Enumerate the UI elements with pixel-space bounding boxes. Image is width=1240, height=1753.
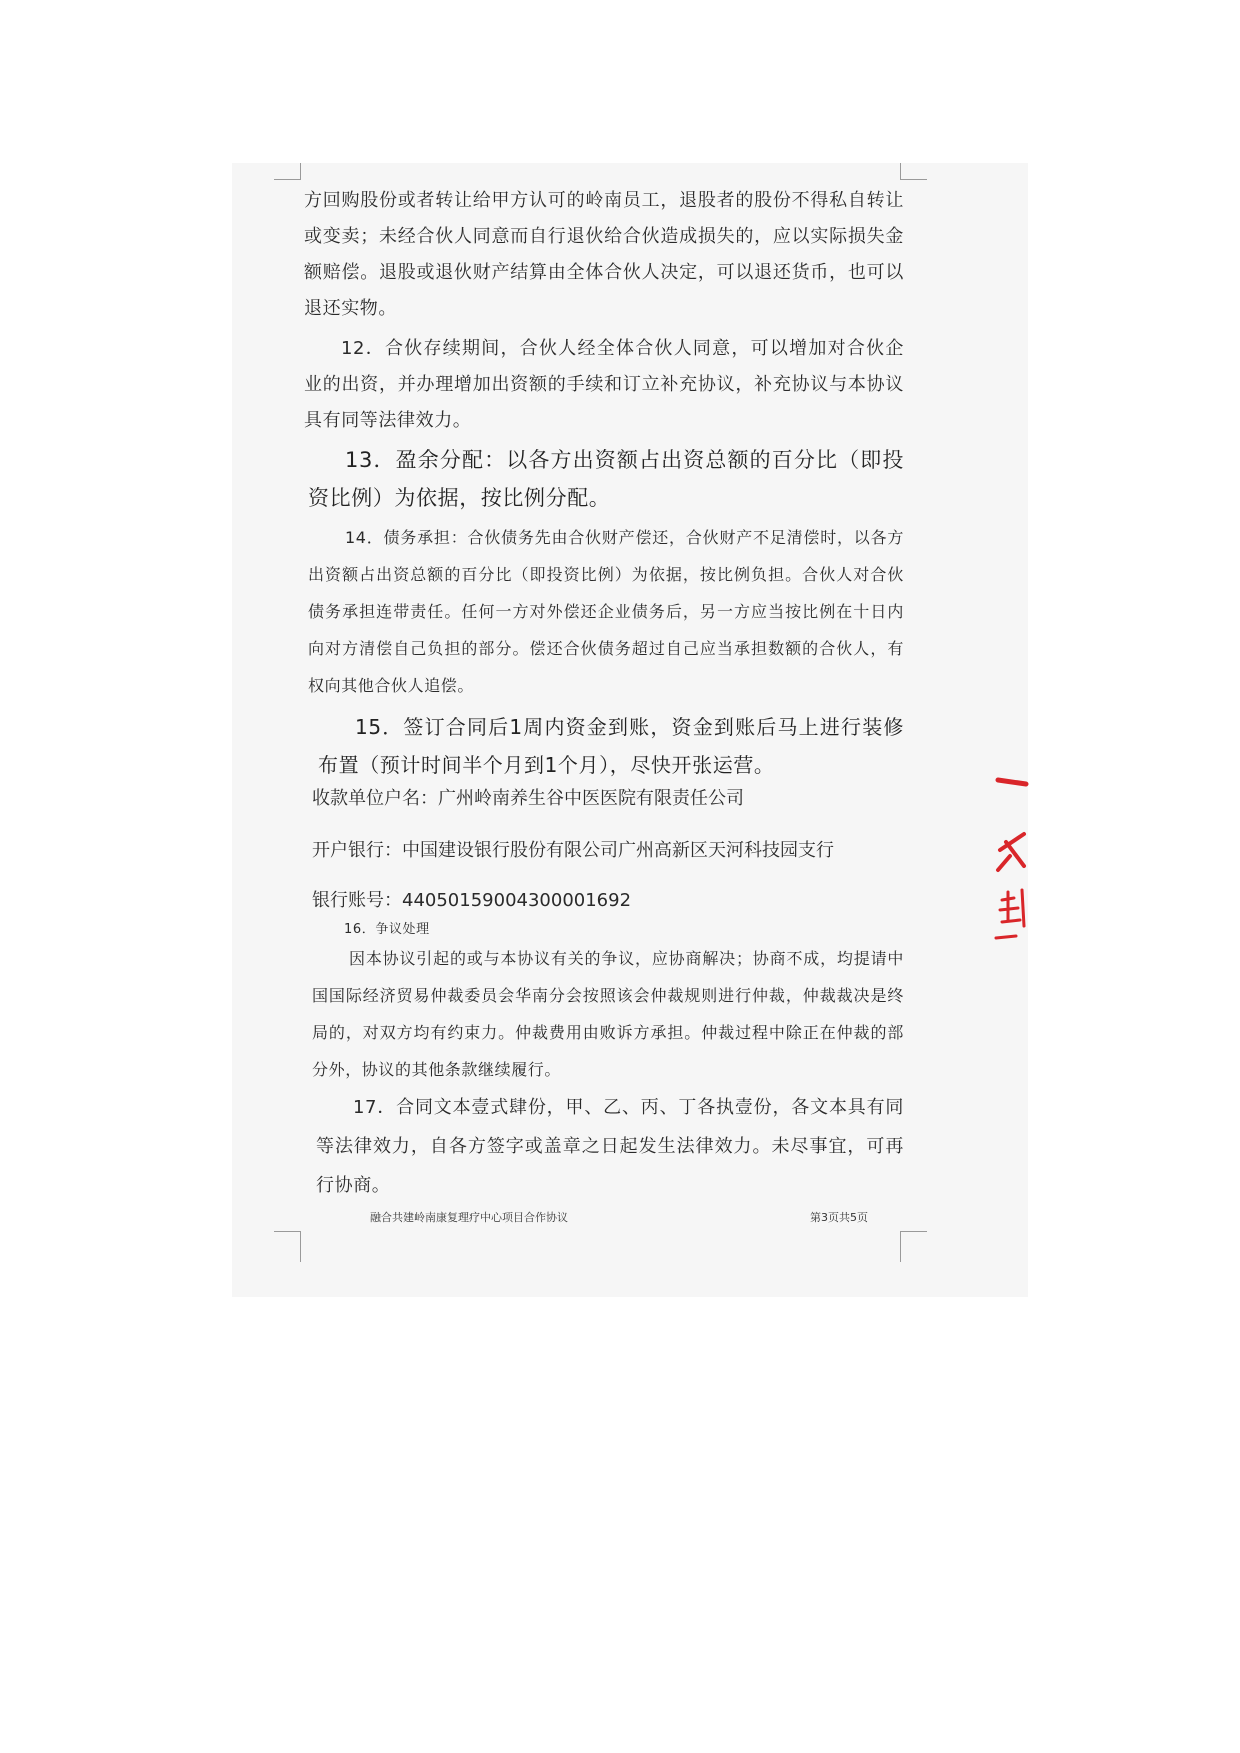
paragraph-14: 14．债务承担：合伙债务先由合伙财产偿还，合伙财产不足清偿时，以各方出资额占出资总额的百分比（即投资比例）为依据，按比例负担。合伙人对合伙债务承担连带责任。任何一方对外偿还企业债务后，另一方应当按比例在十日内向对方清偿自己负担的部分。偿还合伙债务超过自己应当承担数额的合伙人，有权向其他合伙人追偿。: [308, 528, 904, 695]
footer-title: 融合共建岭南康复理疗中心项目合作协议: [370, 1211, 568, 1224]
document-body: [304, 183, 904, 1205]
document-page: [232, 163, 1028, 1297]
crop-mark-bottom-right: [900, 1231, 927, 1262]
crop-mark-top-left: [274, 163, 301, 180]
bank-name: 开户银行：中国建设银行股份有限公司广州高新区天河科技园支行: [312, 840, 834, 861]
paragraph-16: 因本协议引起的或与本协议有关的争议，应协商解决；协商不成，均提请中国国际经济贸易仲裁委员会华南分会按照该会仲裁规则进行仲裁，仲裁裁决是终局的，对双方均有约束力。仲裁费用由败诉方承担。仲裁过程中除正在仲裁的部分外，协议的其他条款继续履行。: [312, 949, 904, 1079]
paragraph-15: 15．签订合同后1周内资金到账，资金到账后马上进行装修布置（预计时间半个月到1个月），尽快开张运营。: [318, 715, 904, 777]
payee-name: 收款单位户名：广州岭南养生谷中医医院有限责任公司: [312, 788, 744, 809]
crop-mark-bottom-left: [274, 1231, 301, 1262]
stamp-stroke-bottom: [996, 936, 1016, 938]
paragraph-12: 12．合伙存续期间，合伙人经全体合伙人同意，可以增加对合伙企业的出资，并办理增加出资额的手续和订立补充协议，补充协议与本协议具有同等法律效力。: [304, 338, 904, 431]
crop-mark-top-right: [900, 163, 927, 180]
paragraph-16-heading: 16．争议处理: [344, 922, 430, 937]
footer-page-number: 第3页共5页: [810, 1211, 868, 1224]
stamp-fragment: [992, 770, 1032, 950]
paragraph-17: 17．合同文本壹式肆份，甲、乙、丙、丁各执壹份，各文本具有同等法律效力，自各方签字或盖章之日起发生法律效力。未尽事宜，可再行协商。: [316, 1097, 904, 1196]
paragraph-13: 13．盈余分配：以各方出资额占出资总额的百分比（即投资比例）为依据，按比例分配。: [308, 448, 904, 510]
bank-account: 银行账号：44050159004300001692: [312, 890, 632, 911]
stamp-stroke-cross: [998, 834, 1024, 870]
paragraph-intro: 方回购股份或者转让给甲方认可的岭南员工，退股者的股份不得私自转让或变卖；未经合伙人同意而自行退伙给合伙造成损失的，应以实际损失金额赔偿。退股或退伙财产结算由全体合伙人决定，可以退还货币，也可以退还实物。: [304, 190, 904, 319]
stamp-stroke-char: [1000, 890, 1024, 926]
stamp-stroke-top: [998, 780, 1026, 784]
